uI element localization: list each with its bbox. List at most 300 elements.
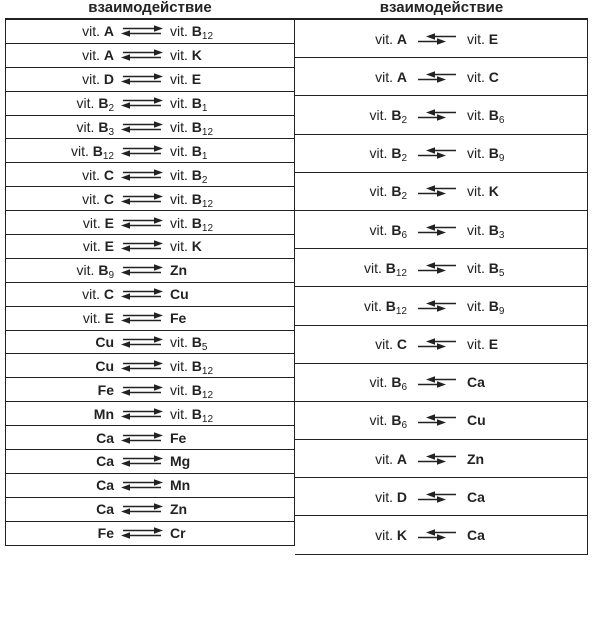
substance-name: B — [391, 145, 402, 162]
unidirectional-arrow-icon — [407, 70, 467, 84]
bidirectional-arrow-icon — [114, 311, 170, 325]
interaction-row — [6, 187, 294, 211]
bidirectional-arrow-icon — [114, 359, 170, 373]
substance-prefix: vit. — [467, 183, 489, 200]
substance-prefix: vit. — [467, 336, 489, 353]
left-substance — [6, 477, 114, 493]
substance-subscript: 12 — [201, 365, 214, 377]
unidirectional-arrow-icon — [407, 452, 467, 466]
substance-name: B — [191, 334, 202, 351]
bidirectional-arrow-icon — [114, 168, 170, 182]
right-substance — [170, 47, 294, 63]
substance-name: E — [104, 214, 114, 231]
substance-prefix: vit. — [363, 297, 386, 314]
substance-prefix: vit. — [375, 527, 397, 544]
substance-name: E — [104, 238, 114, 255]
substance-name: E — [488, 336, 499, 353]
right-substance — [170, 190, 294, 210]
substance-name: K — [191, 47, 202, 64]
right-substance — [170, 95, 294, 115]
substance-subscript: 9 — [498, 305, 505, 317]
substance-name: B — [191, 95, 202, 112]
substance-prefix: vit. — [170, 142, 192, 159]
substance-subscript: 6 — [401, 229, 407, 241]
substance-prefix: vit. — [467, 221, 489, 238]
interaction-row — [295, 135, 587, 173]
substance-subscript: 12 — [201, 127, 214, 138]
substance-prefix: vit. — [170, 334, 192, 351]
unidirectional-arrow-icon — [407, 223, 467, 237]
left-substance — [6, 167, 114, 183]
unidirectional-arrow-icon — [407, 528, 467, 542]
substance-name: B — [391, 221, 402, 238]
interaction-row — [295, 402, 587, 440]
substance-name: B — [488, 297, 499, 314]
unidirectional-arrow-icon — [407, 261, 467, 275]
substance-subscript: 6 — [498, 114, 505, 126]
substance-name: A — [396, 30, 407, 47]
right-substance — [170, 357, 294, 377]
bidirectional-arrow-icon — [114, 216, 170, 230]
bidirectional-arrow-icon — [114, 454, 170, 468]
interaction-row — [6, 474, 294, 498]
substance-name: Ca — [96, 453, 114, 470]
right-substance — [170, 262, 294, 278]
substance-name: Cu — [170, 286, 189, 303]
substance-name: Fe — [97, 381, 114, 398]
substance-name: C — [103, 190, 114, 207]
interaction-row — [6, 498, 294, 522]
mutual-interaction-column — [5, 0, 295, 546]
substance-name: B — [391, 183, 402, 200]
substance-prefix: vit. — [170, 381, 192, 398]
right-substance — [170, 214, 294, 234]
unidirectional-arrow-icon — [407, 413, 467, 427]
substance-prefix: vit. — [76, 95, 99, 112]
right-substance — [170, 477, 294, 493]
substance-prefix: vit. — [467, 68, 489, 85]
left-substance — [295, 69, 407, 85]
substance-name: K — [191, 238, 202, 255]
left-substance — [6, 262, 114, 282]
substance-name: Ca — [467, 488, 485, 505]
right-substance — [467, 31, 587, 47]
substance-prefix: vit. — [369, 412, 392, 429]
substance-prefix: vit. — [82, 190, 104, 207]
interaction-row — [295, 287, 587, 325]
left-substance — [6, 501, 114, 517]
left-substance — [295, 106, 407, 126]
substance-prefix: vit. — [170, 95, 192, 112]
unidirectional-arrow-icon — [407, 375, 467, 389]
substance-name: B — [191, 381, 202, 398]
substance-prefix: vit. — [170, 405, 192, 422]
substance-subscript: 12 — [201, 198, 214, 210]
right-substance — [467, 412, 587, 428]
substance-prefix: vit. — [467, 30, 489, 47]
substance-name: A — [103, 23, 114, 40]
left-substance — [295, 451, 407, 467]
substance-prefix: vit. — [375, 30, 397, 47]
right-substance — [467, 183, 587, 199]
substance-name: Mg — [170, 453, 191, 470]
interaction-row — [6, 235, 294, 259]
substance-subscript: 2 — [108, 103, 114, 115]
bidirectional-arrow-icon — [114, 144, 170, 158]
left-substance — [6, 71, 114, 87]
interaction-row — [6, 426, 294, 450]
interaction-row — [6, 522, 294, 546]
substance-name: Fe — [170, 310, 187, 327]
substance-name: B — [191, 214, 202, 231]
left-substance — [6, 119, 114, 138]
substance-subscript: 12 — [201, 31, 214, 43]
substance-prefix: vit. — [369, 221, 392, 238]
substance-prefix: vit. — [82, 71, 104, 88]
substance-prefix: vit. — [369, 145, 392, 162]
interaction-row — [6, 116, 294, 140]
right-substance — [467, 259, 587, 279]
interaction-row — [295, 249, 587, 287]
right-substance — [170, 238, 294, 254]
substance-prefix: vit. — [467, 106, 489, 123]
substance-prefix: vit. — [82, 238, 105, 255]
substance-name: A — [396, 450, 407, 467]
substance-name: Mn — [170, 477, 191, 494]
substance-prefix: vit. — [82, 23, 104, 40]
right-substance — [170, 166, 294, 186]
bidirectional-arrow-icon — [114, 72, 170, 86]
substance-name: B — [488, 145, 499, 162]
left-substance — [6, 95, 114, 115]
bidirectional-arrow-icon — [114, 431, 170, 445]
left-column-header: взаимодействие — [5, 0, 295, 20]
interaction-row — [6, 163, 294, 187]
right-substance — [170, 119, 294, 138]
substance-name: B — [488, 259, 499, 276]
substance-prefix: vit. — [467, 145, 489, 162]
substance-name: A — [396, 68, 407, 85]
right-substance — [467, 336, 587, 352]
substance-name: B — [488, 221, 499, 238]
left-substance — [6, 453, 114, 469]
interaction-row — [295, 364, 587, 402]
substance-prefix: vit. — [170, 214, 192, 231]
right-substance — [467, 527, 587, 543]
right-substance — [170, 453, 294, 469]
interaction-row — [295, 173, 587, 211]
substance-name: Zn — [170, 501, 188, 518]
interaction-row — [6, 20, 294, 44]
interaction-row — [295, 20, 587, 58]
substance-subscript: 3 — [108, 127, 114, 138]
substance-subscript: 5 — [498, 267, 505, 279]
substance-name: B — [391, 412, 402, 429]
interaction-row — [295, 58, 587, 96]
bidirectional-arrow-icon — [114, 287, 170, 301]
unidirectional-arrow-icon — [407, 146, 467, 160]
substance-name: D — [103, 71, 114, 88]
substance-prefix: vit. — [170, 238, 192, 255]
one-way-interaction-column — [295, 0, 588, 555]
right-rows — [295, 20, 588, 555]
interaction-row — [6, 307, 294, 331]
unidirectional-arrow-icon — [407, 32, 467, 46]
bidirectional-arrow-icon — [114, 192, 170, 206]
substance-prefix: vit. — [82, 166, 104, 183]
left-substance — [6, 47, 114, 63]
substance-name: B — [191, 119, 202, 135]
interaction-row — [6, 92, 294, 116]
right-substance — [170, 142, 294, 162]
left-rows — [5, 20, 295, 546]
left-substance — [6, 191, 114, 207]
unidirectional-arrow-icon — [407, 299, 467, 313]
left-substance — [6, 406, 114, 422]
unidirectional-arrow-icon — [407, 337, 467, 351]
substance-name: C — [488, 68, 499, 85]
bidirectional-arrow-icon — [114, 383, 170, 397]
substance-subscript: 6 — [401, 420, 407, 432]
substance-subscript: 12 — [201, 389, 214, 401]
interaction-row — [295, 326, 587, 364]
interaction-row — [6, 402, 294, 426]
right-substance — [467, 489, 587, 505]
interaction-row — [6, 139, 294, 163]
substance-prefix: vit. — [170, 190, 192, 207]
right-substance — [170, 286, 294, 302]
unidirectional-arrow-icon — [407, 184, 467, 198]
left-substance — [6, 215, 114, 231]
left-substance — [6, 238, 114, 254]
right-substance — [170, 334, 294, 354]
left-substance — [295, 489, 407, 505]
substance-subscript: 9 — [108, 270, 114, 282]
bidirectional-arrow-icon — [114, 335, 170, 349]
substance-name: B — [391, 106, 402, 123]
substance-name: Cu — [95, 334, 114, 351]
substance-name: K — [488, 183, 499, 200]
substance-subscript: 2 — [401, 191, 407, 203]
substance-prefix: vit. — [369, 374, 392, 391]
right-substance — [170, 405, 294, 425]
right-substance — [170, 310, 294, 326]
substance-name: Ca — [467, 374, 485, 391]
bidirectional-arrow-icon — [114, 526, 170, 540]
substance-name: C — [103, 166, 114, 183]
left-substance — [6, 382, 114, 398]
left-substance — [295, 145, 407, 165]
bidirectional-arrow-icon — [114, 263, 170, 277]
substance-prefix: vit. — [467, 297, 489, 314]
substance-name: B — [98, 119, 109, 135]
left-substance — [6, 142, 114, 162]
left-substance — [295, 221, 407, 241]
substance-subscript: 12 — [102, 150, 114, 162]
substance-name: Zn — [467, 450, 485, 467]
substance-subscript: 1 — [201, 150, 208, 162]
substance-prefix: vit. — [375, 336, 397, 353]
left-substance — [6, 334, 114, 350]
right-substance — [467, 374, 587, 390]
bidirectional-arrow-icon — [114, 407, 170, 421]
left-substance — [295, 259, 407, 279]
substance-prefix: vit. — [82, 286, 104, 303]
substance-name: B — [98, 95, 109, 112]
left-substance — [295, 336, 407, 352]
right-substance — [467, 451, 587, 467]
substance-prefix: vit. — [375, 488, 397, 505]
left-substance — [295, 374, 407, 394]
substance-name: Mn — [93, 405, 114, 422]
substance-name: Cr — [170, 525, 186, 542]
bidirectional-arrow-icon — [114, 502, 170, 516]
substance-prefix: vit. — [363, 259, 386, 276]
substance-name: Ca — [96, 477, 114, 494]
substance-name: Ca — [467, 527, 485, 544]
substance-prefix: vit. — [375, 450, 397, 467]
left-substance — [6, 23, 114, 39]
right-substance — [467, 106, 587, 126]
right-substance — [170, 381, 294, 401]
interaction-row — [6, 259, 294, 283]
interaction-row — [295, 96, 587, 134]
substance-subscript: 9 — [498, 153, 505, 165]
substance-name: B — [191, 357, 202, 374]
substance-name: B — [92, 142, 103, 159]
right-substance — [467, 69, 587, 85]
substance-subscript: 12 — [395, 267, 407, 279]
interaction-row — [6, 68, 294, 92]
right-substance — [467, 297, 587, 317]
substance-name: B — [191, 142, 202, 159]
substance-name: B — [191, 405, 202, 422]
substance-subscript: 2 — [401, 114, 407, 126]
substance-name: A — [103, 47, 114, 64]
interaction-row — [6, 450, 294, 474]
left-substance — [6, 286, 114, 302]
substance-prefix: vit. — [369, 106, 392, 123]
bidirectional-arrow-icon — [114, 24, 170, 38]
interaction-row — [6, 354, 294, 378]
interaction-row — [6, 283, 294, 307]
substance-prefix: vit. — [375, 68, 397, 85]
substance-name: B — [488, 106, 499, 123]
substance-prefix: vit. — [170, 119, 192, 135]
unidirectional-arrow-icon — [407, 490, 467, 504]
substance-name: C — [396, 336, 407, 353]
bidirectional-arrow-icon — [114, 239, 170, 253]
substance-name: B — [191, 190, 202, 207]
bidirectional-arrow-icon — [114, 120, 170, 134]
substance-subscript: 3 — [498, 229, 505, 241]
substance-name: Fe — [170, 429, 187, 446]
left-substance — [295, 527, 407, 543]
substance-name: Cu — [95, 357, 114, 374]
bidirectional-arrow-icon — [114, 96, 170, 110]
interaction-row — [6, 44, 294, 68]
right-substance — [170, 71, 294, 87]
right-column-header: взаимодействие — [295, 0, 588, 20]
substance-name: B — [385, 297, 396, 314]
substance-name: Cu — [467, 412, 486, 429]
bidirectional-arrow-icon — [114, 48, 170, 62]
interaction-row — [295, 211, 587, 249]
substance-name: B — [191, 166, 202, 183]
bidirectional-arrow-icon — [114, 478, 170, 492]
substance-prefix: vit. — [170, 357, 192, 374]
substance-name: Zn — [170, 262, 188, 279]
right-substance — [467, 221, 587, 241]
substance-name: Ca — [96, 501, 114, 518]
substance-subscript: 12 — [201, 222, 214, 234]
unidirectional-arrow-icon — [407, 108, 467, 122]
substance-subscript: 2 — [201, 174, 208, 186]
substance-prefix: vit. — [76, 119, 99, 135]
left-substance — [295, 31, 407, 47]
substance-prefix: vit. — [170, 71, 192, 88]
substance-subscript: 5 — [201, 342, 208, 354]
interaction-row — [6, 211, 294, 235]
substance-name: B — [191, 23, 202, 40]
interaction-row — [6, 331, 294, 355]
substance-name: K — [396, 527, 407, 544]
left-substance — [6, 430, 114, 446]
substance-name: E — [488, 30, 499, 47]
interaction-row — [295, 478, 587, 516]
substance-name: D — [396, 488, 407, 505]
interaction-row — [295, 516, 587, 554]
substance-prefix: vit. — [170, 166, 192, 183]
substance-prefix: vit. — [467, 259, 489, 276]
right-substance — [170, 23, 294, 43]
substance-name: E — [191, 71, 202, 88]
substance-name: C — [103, 286, 114, 303]
left-substance — [295, 297, 407, 317]
right-substance — [170, 430, 294, 446]
substance-subscript: 2 — [401, 153, 407, 165]
substance-subscript: 12 — [201, 413, 214, 425]
left-substance — [6, 525, 114, 541]
left-substance — [6, 310, 114, 326]
substance-name: Fe — [97, 525, 114, 542]
substance-prefix: vit. — [82, 310, 105, 327]
substance-subscript: 1 — [201, 103, 208, 115]
right-substance — [467, 145, 587, 165]
substance-prefix: vit. — [82, 47, 104, 64]
substance-name: E — [104, 310, 114, 327]
left-substance — [295, 183, 407, 203]
right-substance — [170, 525, 294, 541]
substance-prefix: vit. — [369, 183, 392, 200]
substance-prefix: vit. — [70, 142, 93, 159]
substance-prefix: vit. — [76, 262, 99, 279]
substance-subscript: 6 — [401, 382, 407, 394]
substance-prefix: vit. — [170, 47, 192, 64]
right-substance — [170, 501, 294, 517]
substance-subscript: 12 — [395, 305, 407, 317]
left-substance — [295, 412, 407, 432]
left-substance — [6, 358, 114, 374]
interaction-row — [6, 378, 294, 402]
substance-name: B — [98, 262, 109, 279]
substance-prefix: vit. — [170, 23, 192, 40]
substance-name: B — [391, 374, 402, 391]
substance-name: Ca — [96, 429, 114, 446]
substance-prefix: vit. — [82, 214, 105, 231]
interaction-row — [295, 440, 587, 478]
substance-name: B — [385, 259, 396, 276]
